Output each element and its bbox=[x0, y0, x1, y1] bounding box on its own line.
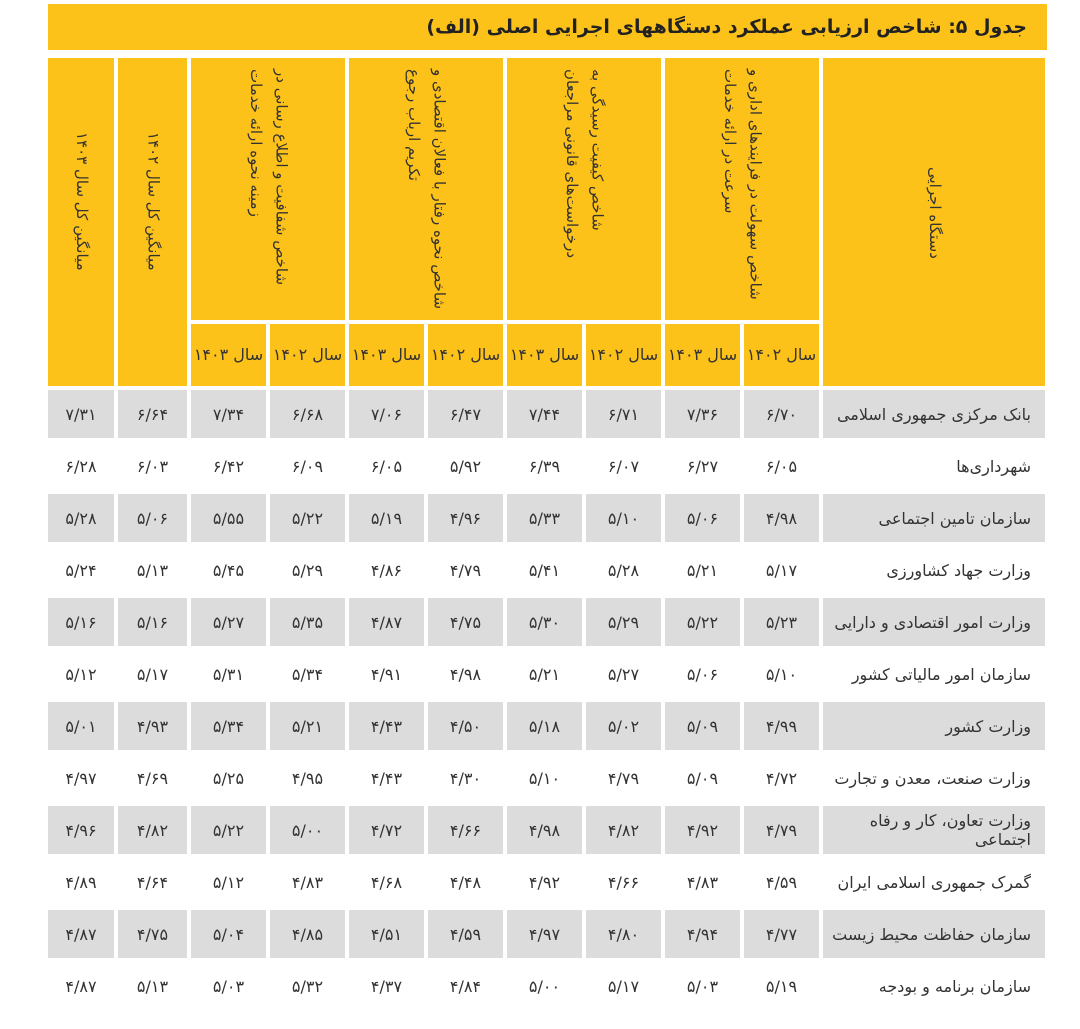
table-body bbox=[48, 390, 1045, 1010]
header-year-1402: سال ۱۴۰۲ bbox=[744, 324, 819, 386]
org-name-cell: وزارت کشور bbox=[823, 702, 1045, 750]
value-cell: ۵/۰۹ bbox=[665, 754, 740, 802]
table-row bbox=[48, 962, 1045, 1010]
value-cell: ۴/۹۵ bbox=[270, 754, 345, 802]
org-name-cell: سازمان امور مالیاتی کشور bbox=[823, 650, 1045, 698]
value-cell: ۶/۰۵ bbox=[744, 442, 819, 490]
header-year-1402: سال ۱۴۰۲ bbox=[270, 324, 345, 386]
value-cell: ۴/۸۳ bbox=[665, 858, 740, 906]
org-name-cell: بانک مرکزی جمهوری اسلامی bbox=[823, 390, 1045, 438]
value-cell: ۵/۲۲ bbox=[191, 806, 266, 854]
value-cell: ۴/۸۵ bbox=[270, 910, 345, 958]
table-title: جدول ۵: شاخص ارزیابی عملکرد دستگاههای اجرایی اصلی (الف) bbox=[48, 4, 1047, 50]
value-cell: ۵/۱۷ bbox=[118, 650, 187, 698]
value-cell: ۶/۳۹ bbox=[507, 442, 582, 490]
value-cell: ۵/۱۸ bbox=[507, 702, 582, 750]
value-cell: ۵/۹۲ bbox=[428, 442, 503, 490]
header-year-1403: سال ۱۴۰۳ bbox=[349, 324, 424, 386]
value-cell: ۶/۴۷ bbox=[428, 390, 503, 438]
value-cell: ۴/۵۱ bbox=[349, 910, 424, 958]
value-cell: ۷/۴۴ bbox=[507, 390, 582, 438]
value-cell: ۶/۶۴ bbox=[118, 390, 187, 438]
org-name-cell: گمرک جمهوری اسلامی ایران bbox=[823, 858, 1045, 906]
value-cell: ۵/۲۹ bbox=[586, 598, 661, 646]
value-cell: ۵/۰۶ bbox=[665, 650, 740, 698]
value-cell: ۴/۶۸ bbox=[349, 858, 424, 906]
value-cell: ۴/۶۹ bbox=[118, 754, 187, 802]
org-name-cell: وزارت جهاد کشاورزی bbox=[823, 546, 1045, 594]
value-cell: ۵/۳۰ bbox=[507, 598, 582, 646]
value-cell: ۵/۵۵ bbox=[191, 494, 266, 542]
header-year-1403: سال ۱۴۰۳ bbox=[191, 324, 266, 386]
org-name-cell: سازمان برنامه و بودجه bbox=[823, 962, 1045, 1010]
value-cell: ۶/۲۷ bbox=[665, 442, 740, 490]
value-cell: ۴/۵۹ bbox=[428, 910, 503, 958]
value-cell: ۵/۱۷ bbox=[744, 546, 819, 594]
value-cell: ۵/۰۴ bbox=[191, 910, 266, 958]
org-name-cell: وزارت صنعت، معدن و تجارت bbox=[823, 754, 1045, 802]
value-cell: ۵/۱۰ bbox=[507, 754, 582, 802]
table-row bbox=[48, 650, 1045, 698]
value-cell: ۵/۱۰ bbox=[744, 650, 819, 698]
value-cell: ۵/۲۱ bbox=[270, 702, 345, 750]
value-cell: ۵/۲۵ bbox=[191, 754, 266, 802]
value-cell: ۴/۸۲ bbox=[118, 806, 187, 854]
table-row bbox=[48, 442, 1045, 490]
value-cell: ۴/۹۲ bbox=[507, 858, 582, 906]
value-cell: ۴/۷۲ bbox=[744, 754, 819, 802]
value-cell: ۵/۲۲ bbox=[270, 494, 345, 542]
table-row bbox=[48, 494, 1045, 542]
value-cell: ۴/۹۶ bbox=[428, 494, 503, 542]
value-cell: ۵/۲۹ bbox=[270, 546, 345, 594]
value-cell: ۵/۰۶ bbox=[118, 494, 187, 542]
header-transparency: شاخص شفافیت و اطلاع رسانی در زمینه نحوه ارائه خدمات bbox=[191, 58, 345, 320]
value-cell: ۶/۰۳ bbox=[118, 442, 187, 490]
header-year-1402: سال ۱۴۰۲ bbox=[428, 324, 503, 386]
value-cell: ۴/۹۶ bbox=[48, 806, 114, 854]
value-cell: ۵/۱۶ bbox=[118, 598, 187, 646]
value-cell: ۵/۳۴ bbox=[270, 650, 345, 698]
value-cell: ۴/۹۷ bbox=[507, 910, 582, 958]
value-cell: ۶/۷۰ bbox=[744, 390, 819, 438]
value-cell: ۶/۰۵ bbox=[349, 442, 424, 490]
header-ease: شاخص سهولت در فرایندهای اداری و سرعت در ارائه خدمات bbox=[665, 58, 819, 320]
header-avg-1403: میانگین کل سال ۱۴۰۳ bbox=[48, 58, 114, 386]
value-cell: ۵/۰۳ bbox=[665, 962, 740, 1010]
value-cell: ۴/۴۳ bbox=[349, 754, 424, 802]
value-cell: ۴/۸۰ bbox=[586, 910, 661, 958]
value-cell: ۴/۸۷ bbox=[349, 598, 424, 646]
value-cell: ۴/۹۸ bbox=[507, 806, 582, 854]
value-cell: ۴/۵۰ bbox=[428, 702, 503, 750]
value-cell: ۴/۵۹ bbox=[744, 858, 819, 906]
value-cell: ۴/۹۱ bbox=[349, 650, 424, 698]
value-cell: ۶/۷۱ bbox=[586, 390, 661, 438]
value-cell: ۵/۱۲ bbox=[191, 858, 266, 906]
value-cell: ۵/۱۹ bbox=[744, 962, 819, 1010]
value-cell: ۵/۳۱ bbox=[191, 650, 266, 698]
value-cell: ۴/۸۳ bbox=[270, 858, 345, 906]
table-row bbox=[48, 702, 1045, 750]
value-cell: ۵/۰۲ bbox=[586, 702, 661, 750]
value-cell: ۵/۳۲ bbox=[270, 962, 345, 1010]
value-cell: ۵/۴۱ bbox=[507, 546, 582, 594]
value-cell: ۵/۲۷ bbox=[586, 650, 661, 698]
value-cell: ۵/۱۲ bbox=[48, 650, 114, 698]
org-name-cell: شهرداری‌ها bbox=[823, 442, 1045, 490]
value-cell: ۴/۹۷ bbox=[48, 754, 114, 802]
value-cell: ۴/۷۷ bbox=[744, 910, 819, 958]
value-cell: ۵/۰۰ bbox=[507, 962, 582, 1010]
value-cell: ۴/۹۴ bbox=[665, 910, 740, 958]
header-quality: شاخص کیفیت رسیدگی به درخواست‌های قانونی مراجعان bbox=[507, 58, 661, 320]
header-avg-1402: میانگین کل سال ۱۴۰۲ bbox=[118, 58, 187, 386]
value-cell: ۷/۳۶ bbox=[665, 390, 740, 438]
org-name-cell: سازمان تامین اجتماعی bbox=[823, 494, 1045, 542]
value-cell: ۵/۳۵ bbox=[270, 598, 345, 646]
value-cell: ۴/۷۹ bbox=[586, 754, 661, 802]
value-cell: ۵/۲۱ bbox=[665, 546, 740, 594]
table-row bbox=[48, 806, 1045, 854]
value-cell: ۴/۹۸ bbox=[428, 650, 503, 698]
value-cell: ۴/۹۳ bbox=[118, 702, 187, 750]
org-name-cell: وزارت تعاون، کار و رفاه اجتماعی bbox=[823, 806, 1045, 854]
value-cell: ۵/۴۵ bbox=[191, 546, 266, 594]
value-cell: ۴/۸۹ bbox=[48, 858, 114, 906]
value-cell: ۴/۷۵ bbox=[428, 598, 503, 646]
value-cell: ۴/۷۹ bbox=[744, 806, 819, 854]
value-cell: ۴/۸۴ bbox=[428, 962, 503, 1010]
header-year-1402: سال ۱۴۰۲ bbox=[586, 324, 661, 386]
header-org: دستگاه اجرایی bbox=[823, 58, 1045, 386]
value-cell: ۴/۷۵ bbox=[118, 910, 187, 958]
value-cell: ۷/۳۱ bbox=[48, 390, 114, 438]
value-cell: ۴/۴۸ bbox=[428, 858, 503, 906]
value-cell: ۵/۰۹ bbox=[665, 702, 740, 750]
value-cell: ۵/۲۸ bbox=[48, 494, 114, 542]
value-cell: ۶/۶۸ bbox=[270, 390, 345, 438]
org-name-cell: وزارت امور اقتصادی و دارایی bbox=[823, 598, 1045, 646]
value-cell: ۵/۲۸ bbox=[586, 546, 661, 594]
value-cell: ۵/۱۰ bbox=[586, 494, 661, 542]
value-cell: ۷/۰۶ bbox=[349, 390, 424, 438]
value-cell: ۵/۱۷ bbox=[586, 962, 661, 1010]
value-cell: ۶/۲۸ bbox=[48, 442, 114, 490]
value-cell: ۴/۹۸ bbox=[744, 494, 819, 542]
value-cell: ۵/۱۳ bbox=[118, 962, 187, 1010]
table-row bbox=[48, 910, 1045, 958]
table-row bbox=[48, 754, 1045, 802]
org-name-cell: سازمان حفاظت محیط زیست bbox=[823, 910, 1045, 958]
value-cell: ۶/۰۷ bbox=[586, 442, 661, 490]
value-cell: ۴/۸۷ bbox=[48, 962, 114, 1010]
value-cell: ۵/۱۶ bbox=[48, 598, 114, 646]
value-cell: ۵/۲۷ bbox=[191, 598, 266, 646]
value-cell: ۶/۴۲ bbox=[191, 442, 266, 490]
table-row bbox=[48, 546, 1045, 594]
value-cell: ۵/۱۹ bbox=[349, 494, 424, 542]
header-behavior: شاخص نحوه رفتار با فعالان اقتصادی و تکریم ارباب رجوع bbox=[349, 58, 503, 320]
value-cell: ۴/۷۲ bbox=[349, 806, 424, 854]
header-year-1403: سال ۱۴۰۳ bbox=[507, 324, 582, 386]
value-cell: ۴/۳۷ bbox=[349, 962, 424, 1010]
value-cell: ۵/۱۳ bbox=[118, 546, 187, 594]
value-cell: ۷/۳۴ bbox=[191, 390, 266, 438]
value-cell: ۵/۲۴ bbox=[48, 546, 114, 594]
table-row bbox=[48, 598, 1045, 646]
value-cell: ۴/۹۹ bbox=[744, 702, 819, 750]
value-cell: ۴/۸۷ bbox=[48, 910, 114, 958]
value-cell: ۵/۲۳ bbox=[744, 598, 819, 646]
value-cell: ۵/۰۶ bbox=[665, 494, 740, 542]
value-cell: ۵/۳۳ bbox=[507, 494, 582, 542]
value-cell: ۵/۲۲ bbox=[665, 598, 740, 646]
header-year-1403: سال ۱۴۰۳ bbox=[665, 324, 740, 386]
value-cell: ۴/۶۶ bbox=[428, 806, 503, 854]
value-cell: ۴/۹۲ bbox=[665, 806, 740, 854]
performance-table bbox=[44, 54, 1049, 1014]
table-row bbox=[48, 390, 1045, 438]
value-cell: ۴/۷۹ bbox=[428, 546, 503, 594]
value-cell: ۴/۸۶ bbox=[349, 546, 424, 594]
value-cell: ۶/۰۹ bbox=[270, 442, 345, 490]
value-cell: ۵/۲۱ bbox=[507, 650, 582, 698]
table-row bbox=[48, 858, 1045, 906]
value-cell: ۵/۳۴ bbox=[191, 702, 266, 750]
value-cell: ۴/۳۰ bbox=[428, 754, 503, 802]
value-cell: ۴/۶۶ bbox=[586, 858, 661, 906]
value-cell: ۵/۰۱ bbox=[48, 702, 114, 750]
value-cell: ۴/۶۴ bbox=[118, 858, 187, 906]
value-cell: ۴/۸۲ bbox=[586, 806, 661, 854]
value-cell: ۴/۴۳ bbox=[349, 702, 424, 750]
value-cell: ۵/۰۰ bbox=[270, 806, 345, 854]
value-cell: ۵/۰۳ bbox=[191, 962, 266, 1010]
